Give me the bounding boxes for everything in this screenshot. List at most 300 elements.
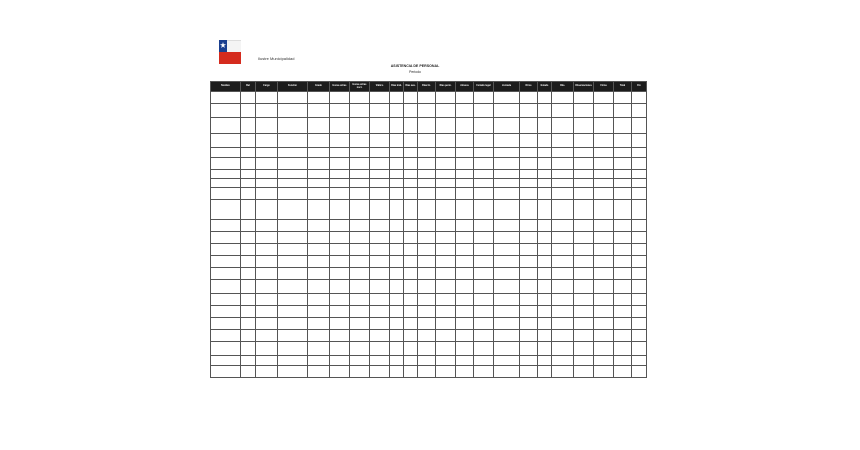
table-cell <box>436 104 456 118</box>
table-cell <box>632 200 647 220</box>
table-cell <box>594 104 614 118</box>
column-header: Rut <box>241 82 256 92</box>
table-cell <box>256 268 278 280</box>
table-cell <box>330 200 350 220</box>
column-header: Feriado legal <box>474 82 494 92</box>
table-cell <box>370 356 390 366</box>
table-row <box>211 330 647 342</box>
government-logo <box>219 40 241 64</box>
table-cell <box>211 170 241 179</box>
table-cell <box>241 220 256 232</box>
table-cell <box>594 342 614 356</box>
table-cell <box>436 134 456 148</box>
report-subtitle: Periodo <box>409 70 421 74</box>
table-cell <box>456 294 474 306</box>
table-cell <box>574 104 594 118</box>
table-cell <box>456 158 474 170</box>
table-cell <box>574 232 594 244</box>
table-cell <box>330 318 350 330</box>
table-cell <box>494 104 520 118</box>
table-cell <box>594 306 614 318</box>
table-cell <box>350 118 370 134</box>
table-cell <box>574 179 594 188</box>
table-cell <box>278 356 308 366</box>
table-cell <box>614 318 632 330</box>
table-cell <box>552 342 574 356</box>
table-cell <box>308 104 330 118</box>
table-cell <box>456 280 474 294</box>
table-cell <box>330 256 350 268</box>
table-cell <box>390 148 404 158</box>
table-cell <box>552 318 574 330</box>
table-cell <box>370 158 390 170</box>
table-cell <box>350 294 370 306</box>
table-cell <box>494 356 520 366</box>
table-cell <box>574 366 594 378</box>
table-cell <box>211 220 241 232</box>
table-cell <box>520 118 538 134</box>
table-cell <box>552 356 574 366</box>
table-cell <box>330 170 350 179</box>
table-cell <box>474 256 494 268</box>
table-cell <box>308 200 330 220</box>
table-cell <box>456 92 474 104</box>
table-row <box>211 200 647 220</box>
table-cell <box>594 268 614 280</box>
table-cell <box>278 268 308 280</box>
table-cell <box>632 148 647 158</box>
table-cell <box>370 366 390 378</box>
table-cell <box>632 244 647 256</box>
table-cell <box>474 330 494 342</box>
table-cell <box>552 256 574 268</box>
table-cell <box>552 134 574 148</box>
table-cell <box>520 104 538 118</box>
table-cell <box>632 280 647 294</box>
table-cell <box>330 366 350 378</box>
table-cell <box>494 294 520 306</box>
table-cell <box>520 92 538 104</box>
table-cell <box>436 244 456 256</box>
table-cell <box>474 220 494 232</box>
table-cell <box>278 200 308 220</box>
table-cell <box>241 244 256 256</box>
table-cell <box>211 244 241 256</box>
table-cell <box>436 232 456 244</box>
table-row <box>211 220 647 232</box>
table-cell <box>632 232 647 244</box>
table-cell <box>330 294 350 306</box>
table-cell <box>594 366 614 378</box>
table-cell <box>520 366 538 378</box>
table-cell <box>370 170 390 179</box>
table-cell <box>330 268 350 280</box>
table-cell <box>256 356 278 366</box>
table-cell <box>456 148 474 158</box>
table-cell <box>538 294 552 306</box>
table-cell <box>552 158 574 170</box>
table-cell <box>494 220 520 232</box>
table-cell <box>211 148 241 158</box>
table-cell <box>456 179 474 188</box>
table-cell <box>520 294 538 306</box>
table-cell <box>241 342 256 356</box>
table-cell <box>211 306 241 318</box>
table-cell <box>574 134 594 148</box>
table-cell <box>278 256 308 268</box>
table-cell <box>538 232 552 244</box>
table-cell <box>418 356 436 366</box>
table-cell <box>308 366 330 378</box>
table-cell <box>308 134 330 148</box>
table-cell <box>520 220 538 232</box>
table-cell <box>308 342 330 356</box>
table-cell <box>594 188 614 200</box>
column-header: Jornada <box>494 82 520 92</box>
table-cell <box>520 306 538 318</box>
table-cell <box>594 232 614 244</box>
table-cell <box>241 158 256 170</box>
table-cell <box>211 268 241 280</box>
table-cell <box>574 268 594 280</box>
table-cell <box>520 318 538 330</box>
table-cell <box>404 92 418 104</box>
table-cell <box>594 200 614 220</box>
table-cell <box>308 244 330 256</box>
table-cell <box>308 294 330 306</box>
table-cell <box>494 170 520 179</box>
table-cell <box>308 256 330 268</box>
table-cell <box>474 170 494 179</box>
table-cell <box>308 188 330 200</box>
table-cell <box>614 200 632 220</box>
table-cell <box>574 148 594 158</box>
column-header: Horas extras noct. <box>350 82 370 92</box>
table-cell <box>330 280 350 294</box>
table-cell <box>594 179 614 188</box>
table-cell <box>520 188 538 200</box>
table-cell <box>436 170 456 179</box>
table-cell <box>404 268 418 280</box>
table-cell <box>390 200 404 220</box>
table-cell <box>494 366 520 378</box>
table-cell <box>370 330 390 342</box>
table-cell <box>404 170 418 179</box>
table-cell <box>614 356 632 366</box>
table-cell <box>418 200 436 220</box>
table-cell <box>456 188 474 200</box>
table-cell <box>308 118 330 134</box>
table-cell <box>370 118 390 134</box>
table-cell <box>278 232 308 244</box>
table-cell <box>350 306 370 318</box>
table-cell <box>256 200 278 220</box>
table-cell <box>494 268 520 280</box>
table-cell <box>241 179 256 188</box>
table-cell <box>256 232 278 244</box>
table-cell <box>614 158 632 170</box>
table-cell <box>494 148 520 158</box>
table-cell <box>211 294 241 306</box>
table-cell <box>370 134 390 148</box>
table-cell <box>350 200 370 220</box>
table-cell <box>436 188 456 200</box>
table-cell <box>494 330 520 342</box>
table-cell <box>404 148 418 158</box>
table-cell <box>574 170 594 179</box>
table-cell <box>256 342 278 356</box>
table-cell <box>241 366 256 378</box>
table-cell <box>278 118 308 134</box>
table-cell <box>574 330 594 342</box>
table-cell <box>278 306 308 318</box>
table-cell <box>474 158 494 170</box>
column-header: Fin <box>632 82 647 92</box>
table-cell <box>418 232 436 244</box>
table-cell <box>418 330 436 342</box>
table-cell <box>256 220 278 232</box>
table-cell <box>494 280 520 294</box>
table-cell <box>330 220 350 232</box>
table-cell <box>614 268 632 280</box>
table-cell <box>520 342 538 356</box>
table-cell <box>632 179 647 188</box>
table-row <box>211 232 647 244</box>
table-cell <box>456 170 474 179</box>
table-cell <box>211 280 241 294</box>
table-cell <box>390 356 404 366</box>
table-cell <box>574 256 594 268</box>
table-cell <box>256 118 278 134</box>
table-cell <box>256 280 278 294</box>
table-cell <box>330 356 350 366</box>
table-cell <box>390 232 404 244</box>
column-header: Horas extras <box>330 82 350 92</box>
table-cell <box>538 92 552 104</box>
table-cell <box>211 330 241 342</box>
table-cell <box>594 158 614 170</box>
table-cell <box>538 256 552 268</box>
table-cell <box>614 188 632 200</box>
table-cell <box>456 330 474 342</box>
table-cell <box>456 268 474 280</box>
table-cell <box>308 318 330 330</box>
table-cell <box>456 232 474 244</box>
table-cell <box>594 330 614 342</box>
table-row <box>211 188 647 200</box>
table-cell <box>474 294 494 306</box>
table-cell <box>330 330 350 342</box>
table-cell <box>574 188 594 200</box>
table-cell <box>594 170 614 179</box>
table-cell <box>574 118 594 134</box>
table-cell <box>330 134 350 148</box>
table-cell <box>350 170 370 179</box>
table-cell <box>494 118 520 134</box>
table-cell <box>350 92 370 104</box>
table-cell <box>241 318 256 330</box>
table-row <box>211 158 647 170</box>
table-cell <box>520 179 538 188</box>
table-cell <box>404 342 418 356</box>
table-cell <box>520 256 538 268</box>
table-row <box>211 148 647 158</box>
table-cell <box>256 104 278 118</box>
table-cell <box>494 232 520 244</box>
column-header: Estado <box>538 82 552 92</box>
table-row <box>211 104 647 118</box>
table-cell <box>574 244 594 256</box>
column-header: Días lic. <box>418 82 436 92</box>
table-row <box>211 294 647 306</box>
table-cell <box>390 170 404 179</box>
table-cell <box>256 92 278 104</box>
table-cell <box>390 256 404 268</box>
table-cell <box>211 179 241 188</box>
table-cell <box>520 244 538 256</box>
table-cell <box>632 118 647 134</box>
table-cell <box>330 118 350 134</box>
table-cell <box>594 148 614 158</box>
table-cell <box>632 220 647 232</box>
table-cell <box>256 318 278 330</box>
table-cell <box>632 366 647 378</box>
table-cell <box>614 330 632 342</box>
table-cell <box>390 366 404 378</box>
table-cell <box>390 134 404 148</box>
table-cell <box>390 220 404 232</box>
table-cell <box>538 188 552 200</box>
table-cell <box>241 294 256 306</box>
table-cell <box>456 356 474 366</box>
table-cell <box>390 244 404 256</box>
table-cell <box>390 330 404 342</box>
table-cell <box>278 366 308 378</box>
table-cell <box>494 188 520 200</box>
column-header: Atrasos <box>456 82 474 92</box>
table-cell <box>278 330 308 342</box>
table-row <box>211 118 647 134</box>
table-cell <box>474 356 494 366</box>
table-cell <box>614 244 632 256</box>
table-cell <box>370 342 390 356</box>
table-cell <box>350 179 370 188</box>
table-row <box>211 366 647 378</box>
table-cell <box>520 200 538 220</box>
table-cell <box>278 280 308 294</box>
table-cell <box>418 244 436 256</box>
table-cell <box>456 244 474 256</box>
table-cell <box>278 170 308 179</box>
table-cell <box>520 268 538 280</box>
table-row <box>211 170 647 179</box>
table-cell <box>552 244 574 256</box>
table-cell <box>436 268 456 280</box>
table-cell <box>278 134 308 148</box>
table-cell <box>436 256 456 268</box>
table-cell <box>552 280 574 294</box>
table-cell <box>456 220 474 232</box>
table-cell <box>256 134 278 148</box>
table-cell <box>308 232 330 244</box>
table-cell <box>211 256 241 268</box>
logo-top <box>219 40 241 52</box>
table-cell <box>330 244 350 256</box>
table-cell <box>552 118 574 134</box>
personnel-table <box>210 81 647 378</box>
table-cell <box>538 148 552 158</box>
table-cell <box>308 220 330 232</box>
table-cell <box>278 92 308 104</box>
table-cell <box>494 318 520 330</box>
table-cell <box>256 294 278 306</box>
table-cell <box>436 294 456 306</box>
table-cell <box>404 256 418 268</box>
table-cell <box>404 104 418 118</box>
table-cell <box>418 158 436 170</box>
table-cell <box>211 158 241 170</box>
table-cell <box>278 148 308 158</box>
table-cell <box>241 356 256 366</box>
table-cell <box>241 118 256 134</box>
table-cell <box>456 256 474 268</box>
table-cell <box>574 280 594 294</box>
table-cell <box>594 92 614 104</box>
table-cell <box>211 188 241 200</box>
table-cell <box>241 200 256 220</box>
table-cell <box>436 318 456 330</box>
table-cell <box>614 256 632 268</box>
table-cell <box>632 306 647 318</box>
table-cell <box>456 104 474 118</box>
table-cell <box>436 148 456 158</box>
table-cell <box>552 330 574 342</box>
column-header: Obs. <box>552 82 574 92</box>
table-cell <box>211 356 241 366</box>
table-cell <box>474 200 494 220</box>
table-cell <box>552 232 574 244</box>
table-cell <box>474 318 494 330</box>
table-cell <box>418 134 436 148</box>
table-cell <box>474 280 494 294</box>
table-cell <box>474 232 494 244</box>
table-cell <box>418 342 436 356</box>
table-cell <box>552 188 574 200</box>
table-cell <box>241 280 256 294</box>
table-cell <box>350 268 370 280</box>
table-cell <box>552 306 574 318</box>
logo-blue <box>219 40 227 52</box>
table-cell <box>538 179 552 188</box>
table-cell <box>330 342 350 356</box>
table-cell <box>404 356 418 366</box>
table-cell <box>538 170 552 179</box>
table-cell <box>456 366 474 378</box>
table-cell <box>330 232 350 244</box>
table-cell <box>552 220 574 232</box>
table-cell <box>350 220 370 232</box>
table-row <box>211 318 647 330</box>
table-cell <box>494 158 520 170</box>
table-cell <box>456 306 474 318</box>
table-cell <box>436 179 456 188</box>
table-cell <box>350 256 370 268</box>
table-cell <box>494 244 520 256</box>
table-cell <box>404 330 418 342</box>
table-cell <box>256 256 278 268</box>
table-cell <box>370 232 390 244</box>
table-cell <box>594 134 614 148</box>
